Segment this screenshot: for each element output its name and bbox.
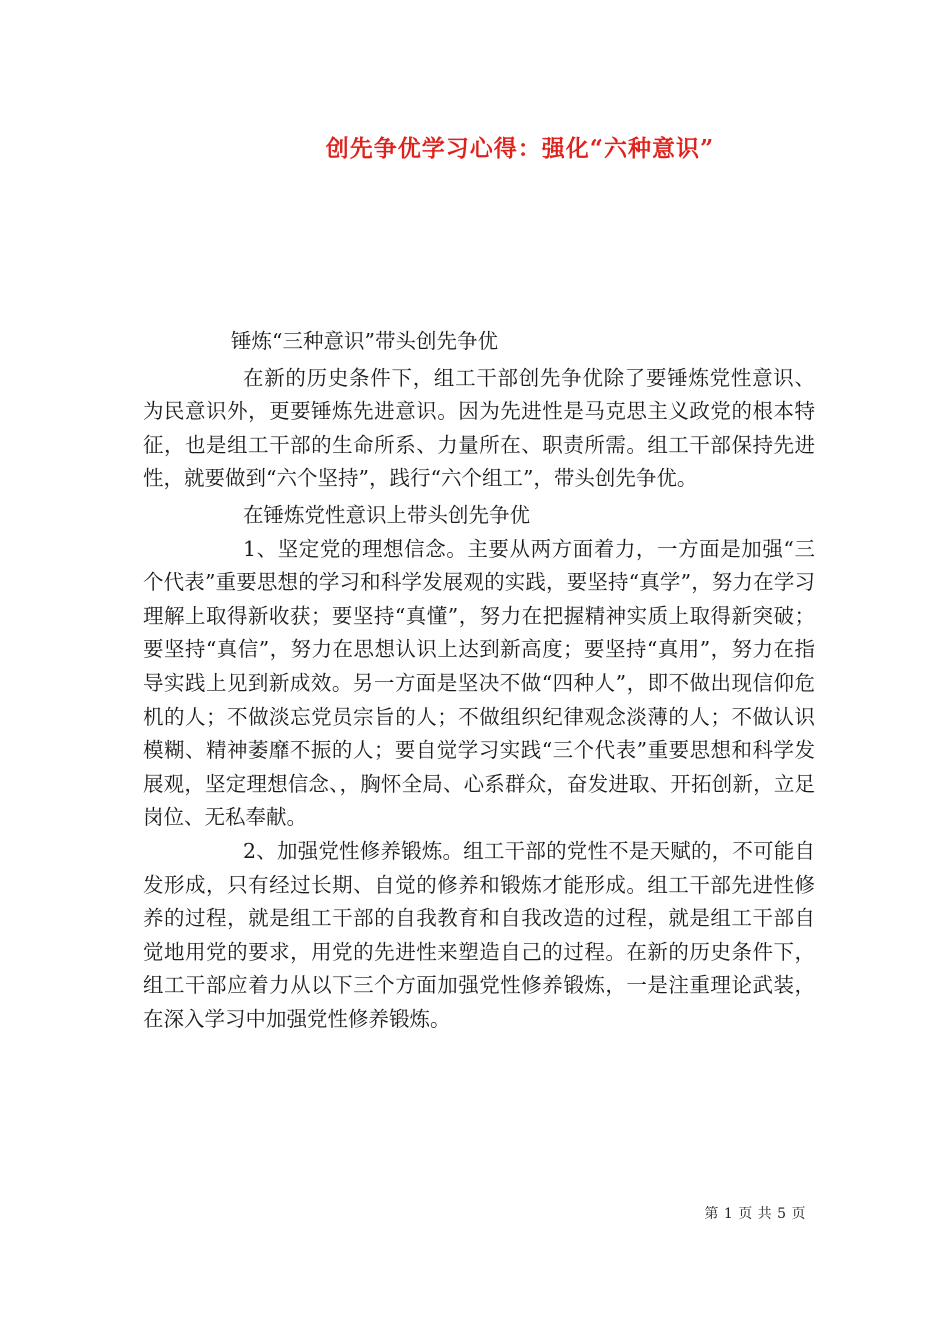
section-heading-party-awareness: 在锤炼党性意识上带头创先争优 (243, 502, 530, 527)
paragraph-point-1: 1、坚定党的理想信念。主要从两方面着力，一方面是加强“三个代表”重要思想的学习和科学发展观的实践，要坚持“真学”，努力在学习理解上取得新收获；要坚持“真懂”，努力在把握精神实质上取得新突破；要坚持“真信”，努力在思想认识上达到新高度；要坚持“真用”，努力在指导实践上见到新成效。另一方面是坚决不做“四种人”，即不做出现信仰危机的人；不做淡忘党员宗旨的人；不做组织纪律观念淡薄的人；不做认识模糊、精神萎靡不振的人；要自觉学习实践“三个代表”重要思想和科学发展观，坚定理想信念、，胸怀全局、心系群众，奋发进取、开拓创新，立足岗位、无私奉献。 (143, 536, 815, 830)
page-number-footer: 第 1 页 共 5 页 (704, 1206, 806, 1222)
paragraph-point-2: 2、加强党性修养锻炼。组工干部的党性不是天赋的，不可能自发形成，只有经过长期、自觉的修养和锻炼才能形成。组工干部先进性修养的过程，就是组工干部的自我教育和自我改造的过程，就是组工干部自觉地用党的要求，用党的先进性来塑造自己的过程。在新的历史条件下，组工干部应着力从以下三个方面加强党性修养锻炼，一是注重理论武装，在深入学习中加强党性修养锻炼。 (143, 838, 815, 1031)
document-body (143, 325, 815, 1036)
document-title: 创先争优学习心得：强化“六种意识” (325, 135, 715, 162)
paragraph-intro: 在新的历史条件下，组工干部创先争优除了要锤炼党性意识、为民意识外，更要锤炼先进意识。因为先进性是马克思主义政党的根本特征，也是组工干部的生命所系、力量所在、职责所需。组工干部保持先进性，就要做到“六个坚持”，践行“六个组工”，带头创先争优。 (143, 365, 815, 491)
section-heading-three-awareness: 锤炼“三种意识”带头创先争优 (231, 329, 498, 353)
